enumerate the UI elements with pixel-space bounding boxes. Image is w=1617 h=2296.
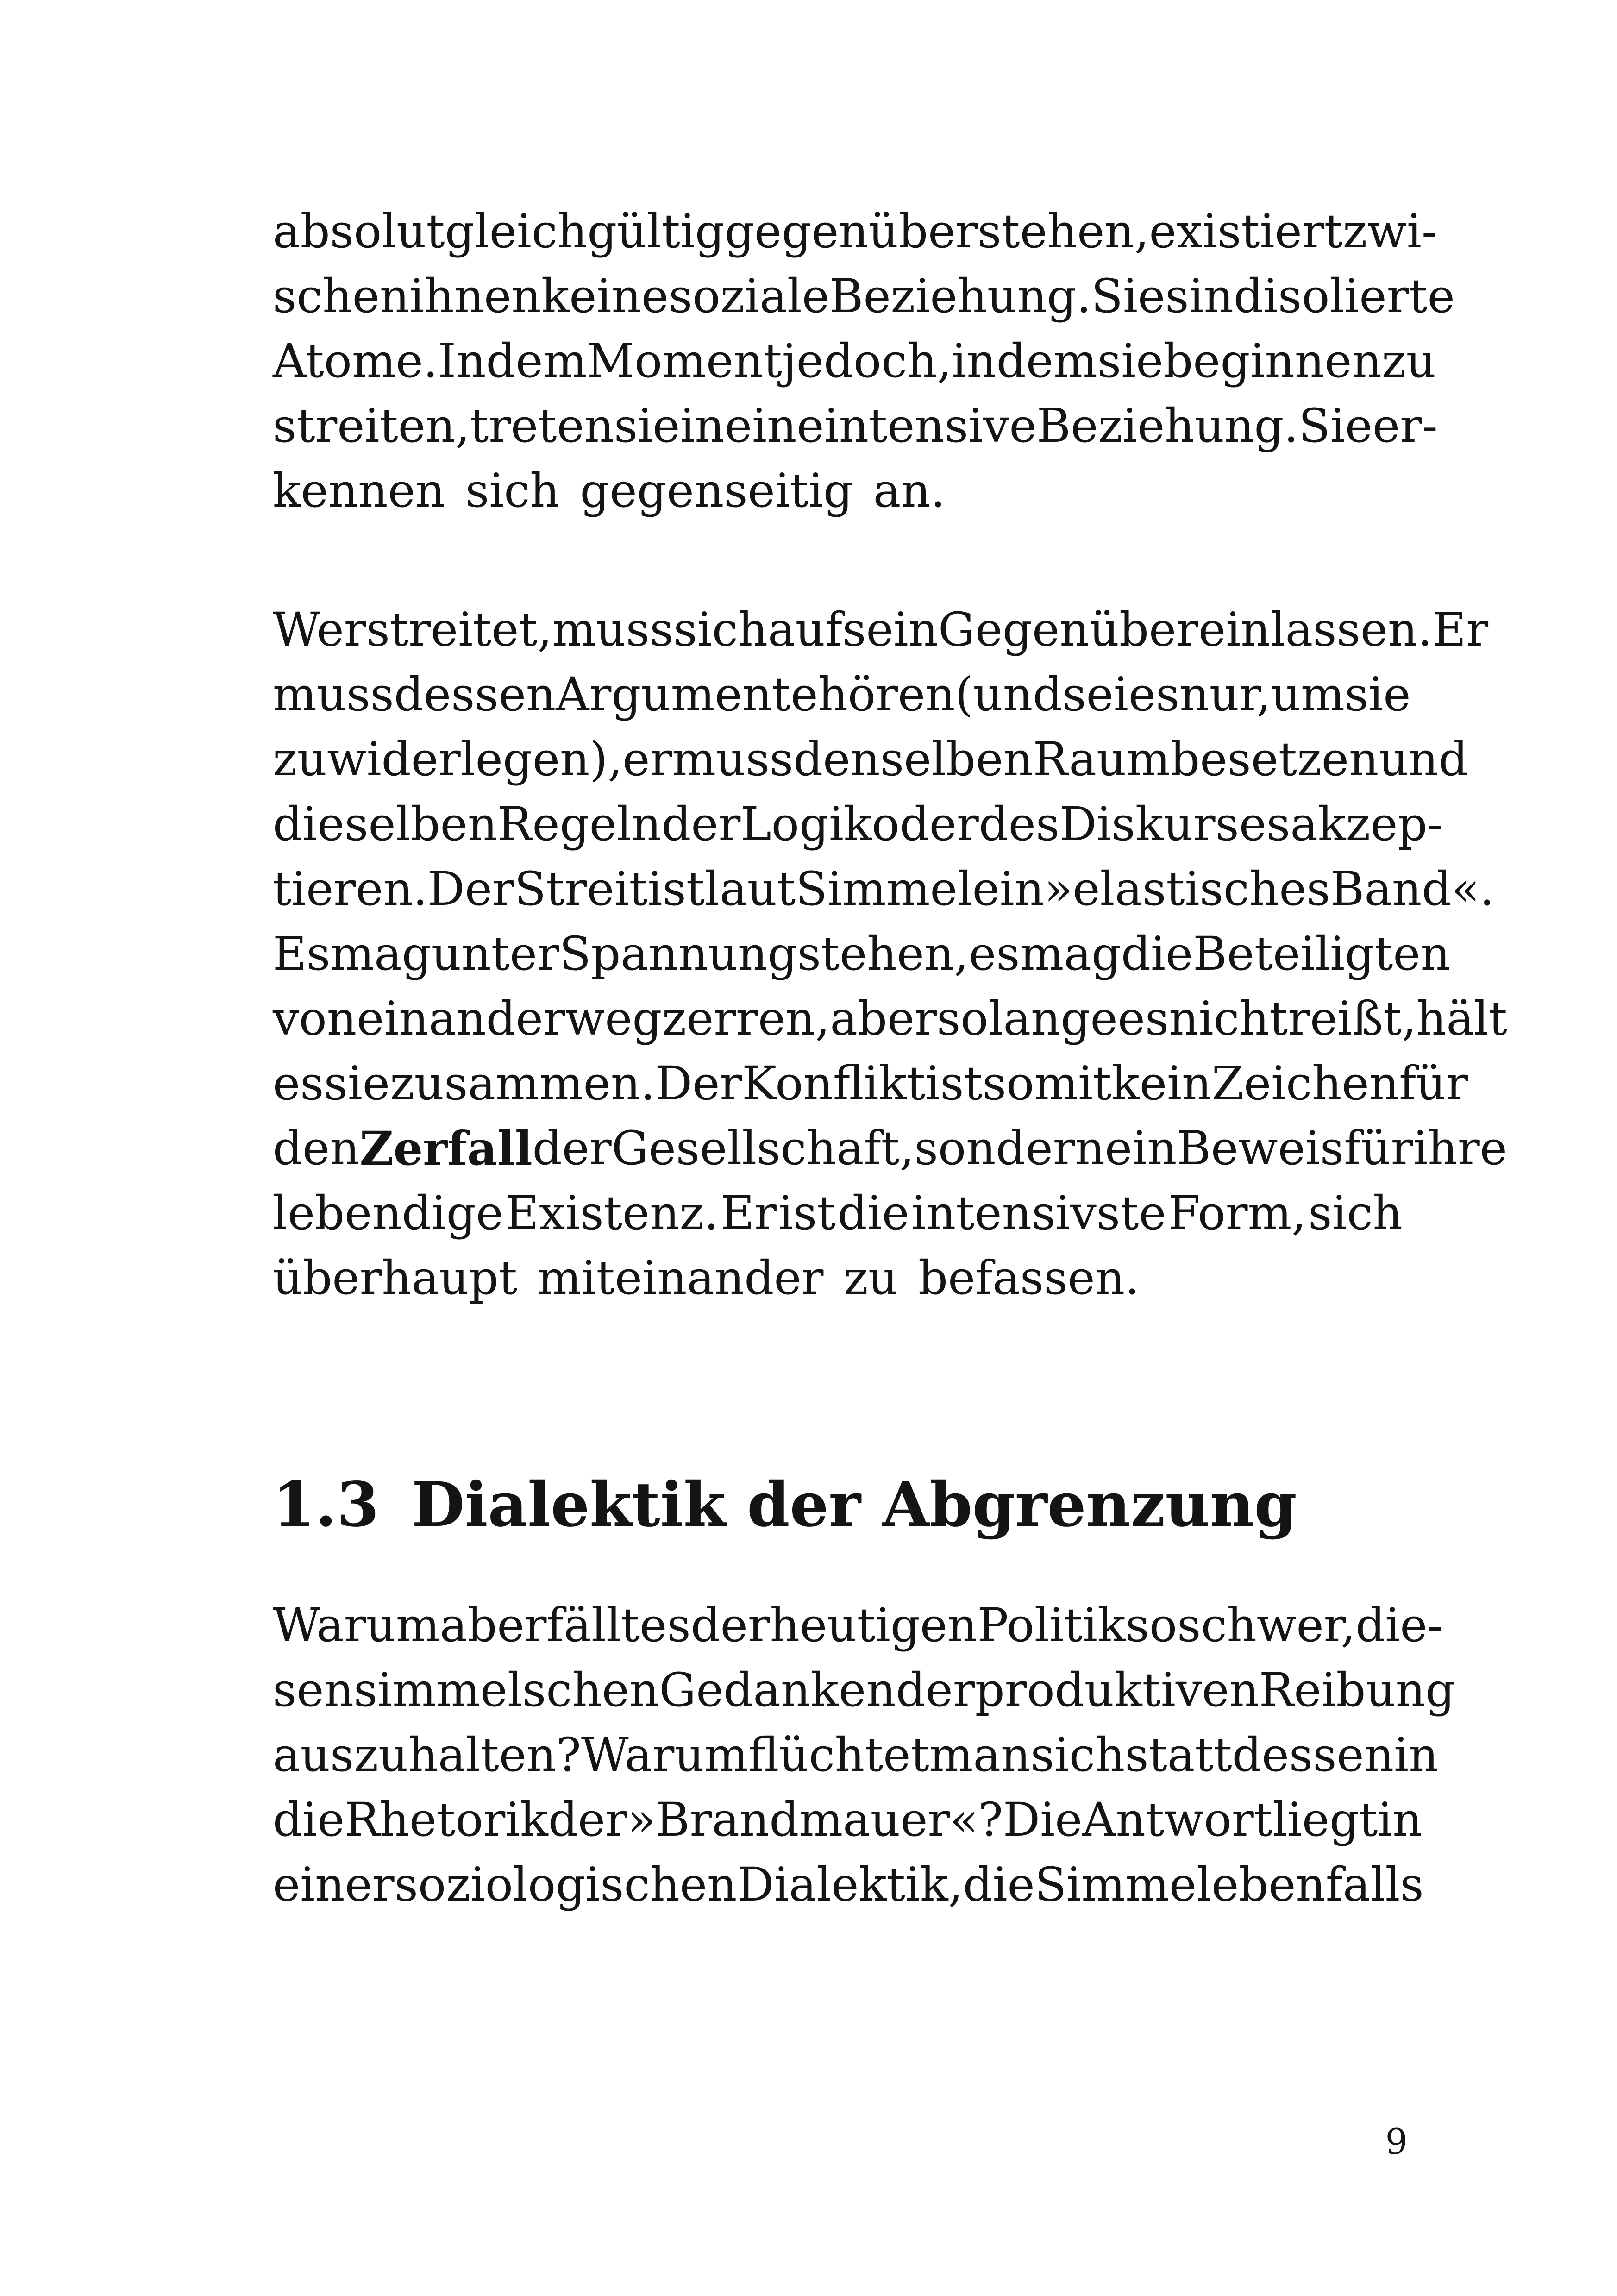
word: Gesellschaft, xyxy=(611,1121,915,1175)
word: absolut xyxy=(273,204,445,258)
word: Warum xyxy=(273,1598,440,1652)
word: ist xyxy=(647,862,705,916)
word: auszuhalten? xyxy=(273,1728,581,1782)
word: ebenfalls xyxy=(1211,1857,1424,1912)
word: Politik xyxy=(977,1598,1126,1652)
word: ist xyxy=(925,1056,983,1110)
word: kein xyxy=(1111,1056,1212,1110)
word: widerlegen), xyxy=(327,732,623,786)
word: beginnen xyxy=(1163,334,1382,388)
word: hält xyxy=(1416,991,1508,1046)
word: es xyxy=(639,1598,691,1652)
word: der xyxy=(690,1598,770,1652)
word: liegt xyxy=(1272,1793,1378,1847)
word: Existenz. xyxy=(505,1186,719,1240)
word: »elastisches xyxy=(1044,862,1330,916)
word: muss xyxy=(273,667,394,721)
word: muss xyxy=(552,602,674,657)
word: er xyxy=(622,732,672,786)
text-line xyxy=(273,1788,1423,1852)
word: wegzerren, xyxy=(565,991,830,1046)
text-line xyxy=(273,199,1437,264)
text-line xyxy=(273,264,1455,329)
word: Beziehung. xyxy=(1036,399,1299,453)
word: Beweis xyxy=(1177,1121,1344,1175)
word: solange xyxy=(936,991,1118,1046)
word: schen xyxy=(273,269,410,323)
word: Simmel xyxy=(796,862,972,916)
word: die xyxy=(1121,927,1193,981)
text-line: kennen sich gegenseitig an. xyxy=(273,464,946,518)
word: soziale xyxy=(669,269,830,323)
word: Streit xyxy=(514,862,648,916)
word: nur, xyxy=(1179,667,1271,721)
word: unter xyxy=(431,927,559,981)
word: stattdessen xyxy=(1125,1728,1394,1782)
word: für xyxy=(1399,1056,1468,1110)
word: die xyxy=(837,1186,909,1240)
word: Raum xyxy=(1033,732,1171,786)
word: Atome. xyxy=(273,334,438,388)
word: die- xyxy=(1355,1598,1443,1652)
word: besetzen xyxy=(1170,732,1379,786)
word: lebendige xyxy=(273,1186,503,1240)
word: sie xyxy=(324,1056,390,1110)
word: es xyxy=(1128,667,1180,721)
text-line xyxy=(273,1723,1439,1788)
word: sich xyxy=(1308,1186,1403,1240)
word: oder xyxy=(871,797,979,851)
word: einer xyxy=(273,1857,395,1912)
word: zwi- xyxy=(1342,204,1437,258)
word: Wer xyxy=(273,602,366,657)
word: laut xyxy=(705,862,796,916)
word: denselben xyxy=(793,732,1033,786)
word: um xyxy=(1271,667,1345,721)
word: in xyxy=(952,334,997,388)
word: Diskurses xyxy=(1059,797,1291,851)
word: Warum xyxy=(581,1728,748,1782)
word: dem xyxy=(486,334,587,388)
word: Simmel xyxy=(1034,1857,1212,1912)
word: reißt, xyxy=(1288,991,1416,1046)
word: fällt xyxy=(546,1598,640,1652)
word: Konflikt xyxy=(742,1056,926,1110)
word: und xyxy=(1379,732,1468,786)
text-line xyxy=(273,727,1468,792)
word: Sie xyxy=(1298,399,1373,453)
text-line xyxy=(273,597,1489,662)
word: eine xyxy=(724,399,824,453)
word: so xyxy=(1125,1598,1178,1652)
word: (und xyxy=(955,667,1063,721)
word: die xyxy=(273,1793,345,1847)
word: aber xyxy=(439,1598,547,1652)
word: der xyxy=(548,1793,627,1847)
text-line xyxy=(273,1852,1424,1917)
page-number: 9 xyxy=(1385,2121,1408,2162)
word: jedoch, xyxy=(782,334,952,388)
word: aber xyxy=(830,991,937,1046)
word: es xyxy=(969,927,1020,981)
word: der xyxy=(896,1663,975,1717)
word: die xyxy=(963,1857,1035,1912)
word: Rhetorik xyxy=(345,1793,548,1847)
word: streiten, xyxy=(273,399,470,453)
word: intensivste xyxy=(911,1186,1166,1240)
word: sein xyxy=(842,602,938,657)
word: man xyxy=(929,1728,1031,1782)
word: ein xyxy=(1104,1121,1177,1175)
word: streitet, xyxy=(366,602,552,657)
word: mag xyxy=(1020,927,1121,981)
word: Der xyxy=(427,862,514,916)
word: in xyxy=(1394,1728,1439,1782)
word: ihre xyxy=(1413,1121,1507,1175)
word: gleichgültig xyxy=(445,204,725,258)
word: sie xyxy=(614,399,680,453)
word: Der xyxy=(655,1056,742,1110)
word: zu xyxy=(1381,334,1436,388)
word: Er xyxy=(1432,602,1489,657)
word: es xyxy=(273,1056,324,1110)
text-line xyxy=(273,1051,1468,1116)
word: er- xyxy=(1372,399,1438,453)
word: des xyxy=(978,797,1060,851)
text-line xyxy=(273,394,1438,458)
word: Reibung xyxy=(1259,1663,1455,1717)
word: hören xyxy=(818,667,955,721)
word: dem xyxy=(996,334,1097,388)
word: auf xyxy=(768,602,843,657)
text-line xyxy=(273,1658,1455,1723)
word: somit xyxy=(982,1056,1112,1110)
word: gegenüberstehen, xyxy=(724,204,1149,258)
word: es xyxy=(1117,991,1169,1046)
text-line xyxy=(273,1181,1403,1246)
word: Gegenüber xyxy=(938,602,1199,657)
word: »Brandmauer«? xyxy=(627,1793,1003,1847)
word: Zeichen xyxy=(1211,1056,1399,1110)
word: dessen xyxy=(394,667,556,721)
word: Dialektik, xyxy=(737,1857,963,1912)
word: keine xyxy=(541,269,669,323)
section-heading xyxy=(273,1463,1297,1547)
word: Moment xyxy=(587,334,782,388)
word: Gedanken xyxy=(659,1663,896,1717)
word: nicht xyxy=(1169,991,1288,1046)
word: ihnen xyxy=(409,269,541,323)
word: zusammen. xyxy=(389,1056,656,1110)
word: Er xyxy=(721,1186,777,1240)
word: intensive xyxy=(824,399,1037,453)
word: sind xyxy=(1165,269,1263,323)
word: heutigen xyxy=(770,1598,978,1652)
word: zu xyxy=(273,732,327,786)
word: akzep- xyxy=(1290,797,1443,851)
word: existiert xyxy=(1149,204,1343,258)
text-line xyxy=(273,329,1436,394)
section-title: Dialektik der Abgrenzung xyxy=(412,1469,1297,1541)
text-line: überhaupt miteinander zu befassen. xyxy=(273,1251,1140,1305)
word: einlassen. xyxy=(1198,602,1433,657)
word: voneinander xyxy=(273,991,565,1046)
word: sich xyxy=(673,602,768,657)
bold-term: Zerfall xyxy=(359,1121,533,1176)
word: produktiven xyxy=(975,1663,1259,1717)
word: stehen, xyxy=(797,927,969,981)
word: Logik xyxy=(740,797,872,851)
word: ein xyxy=(972,862,1045,916)
word: sich xyxy=(1030,1728,1125,1782)
word: Antwort xyxy=(1082,1793,1272,1847)
word: treten xyxy=(470,399,614,453)
word: dieselben xyxy=(273,797,498,851)
word: Sie xyxy=(1091,269,1166,323)
text-line xyxy=(273,662,1411,727)
word: mag xyxy=(330,927,432,981)
text-line xyxy=(273,1593,1443,1658)
word: der xyxy=(532,1121,612,1175)
word: In xyxy=(438,334,486,388)
word: Beteiligten xyxy=(1193,927,1450,981)
word: Die xyxy=(1003,1793,1083,1847)
word: isolierte xyxy=(1263,269,1455,323)
word: sen xyxy=(273,1663,354,1717)
word: sei xyxy=(1062,667,1128,721)
word: der xyxy=(661,797,741,851)
word: sie xyxy=(1345,667,1411,721)
word: ist xyxy=(778,1186,836,1240)
word: schwer, xyxy=(1177,1598,1356,1652)
word: Spannung xyxy=(559,927,797,981)
word: Argumente xyxy=(556,667,818,721)
word: muss xyxy=(672,732,794,786)
word: Beziehung. xyxy=(829,269,1091,323)
text-line xyxy=(273,922,1450,986)
word: den xyxy=(273,1121,360,1175)
word: Es xyxy=(273,927,331,981)
text-line xyxy=(273,857,1495,922)
word: Form, xyxy=(1168,1186,1307,1240)
word: Band«. xyxy=(1330,862,1495,916)
text-line xyxy=(273,986,1508,1051)
word: für xyxy=(1344,1121,1413,1175)
section-number: 1.3 xyxy=(273,1469,379,1541)
word: soziologischen xyxy=(394,1857,737,1912)
word: sondern xyxy=(914,1121,1105,1175)
text-line-bold-term xyxy=(273,1116,1507,1181)
word: simmelschen xyxy=(353,1663,659,1717)
word: tieren. xyxy=(273,862,428,916)
word: in xyxy=(680,399,725,453)
word: flüchtet xyxy=(748,1728,929,1782)
word: in xyxy=(1378,1793,1423,1847)
word: Regeln xyxy=(497,797,662,851)
word: sie xyxy=(1097,334,1164,388)
text-line xyxy=(273,792,1443,857)
